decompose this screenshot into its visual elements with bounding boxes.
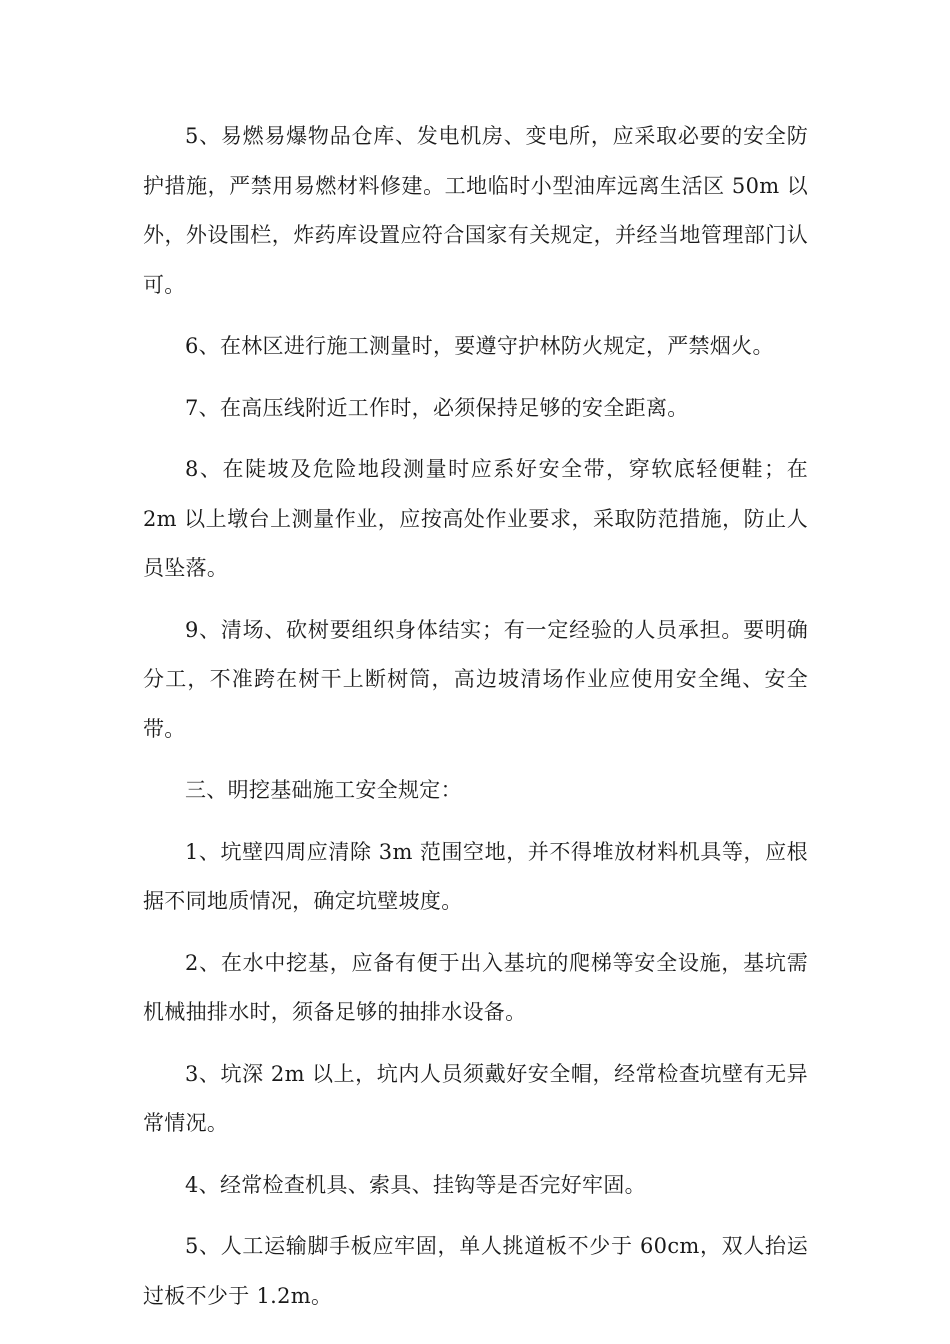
section-heading-open-excavation: 三、明挖基础施工安全规定： xyxy=(185,778,462,802)
paragraph-item-5-fire-storage: 5、易燃易爆物品仓库、发电机房、变电所，应采取必要的安全防护措施，严禁用易燃材料修建。工地临时小型油库远离生活区 50m 以外，外设围栏，炸药库设置应符合国家有关规定，并经当地管理部门认可。 xyxy=(143,124,808,297)
paragraph-item-5-scaffold-board: 5、人工运输脚手板应牢固，单人挑道板不少于 60cm，双人抬运过板不少于 1.2m。 xyxy=(143,1234,808,1308)
paragraph-item-8-steep-slope: 8、在陡坡及危险地段测量时应系好安全带，穿软底轻便鞋；在 2m 以上墩台上测量作业，应按高处作业要求，采取防范措施，防止人员坠落。 xyxy=(143,457,808,580)
paragraph-item-2-water-excavation: 2、在水中挖基，应备有便于出入基坑的爬梯等安全设施，基坑需机械抽排水时，须备足够的抽排水设备。 xyxy=(143,950,808,1024)
document-body xyxy=(143,112,808,1333)
paragraph-item-9-clearing: 9、清场、砍树要组织身体结实；有一定经验的人员承担。要明确分工，不准跨在树干上断树筒，高边坡清场作业应使用安全绳、安全带。 xyxy=(143,617,808,741)
paragraph-item-7-high-voltage: 7、在高压线附近工作时，必须保持足够的安全距离。 xyxy=(185,395,689,420)
paragraph-item-6-forest-survey: 6、在林区进行施工测量时，要遵守护林防火规定，严禁烟火。 xyxy=(185,334,774,358)
paragraph-item-3-pit-depth: 3、坑深 2m 以上，坑内人员须戴好安全帽，经常检查坑壁有无异常情况。 xyxy=(143,1061,808,1135)
paragraph-item-4-equipment-check: 4、经常检查机具、索具、挂钩等是否完好牢固。 xyxy=(185,1172,646,1197)
paragraph-item-1-pit-wall: 1、坑壁四周应清除 3m 范围空地，并不得堆放材料机具等，应根据不同地质情况，确定坑壁坡度。 xyxy=(143,839,808,913)
